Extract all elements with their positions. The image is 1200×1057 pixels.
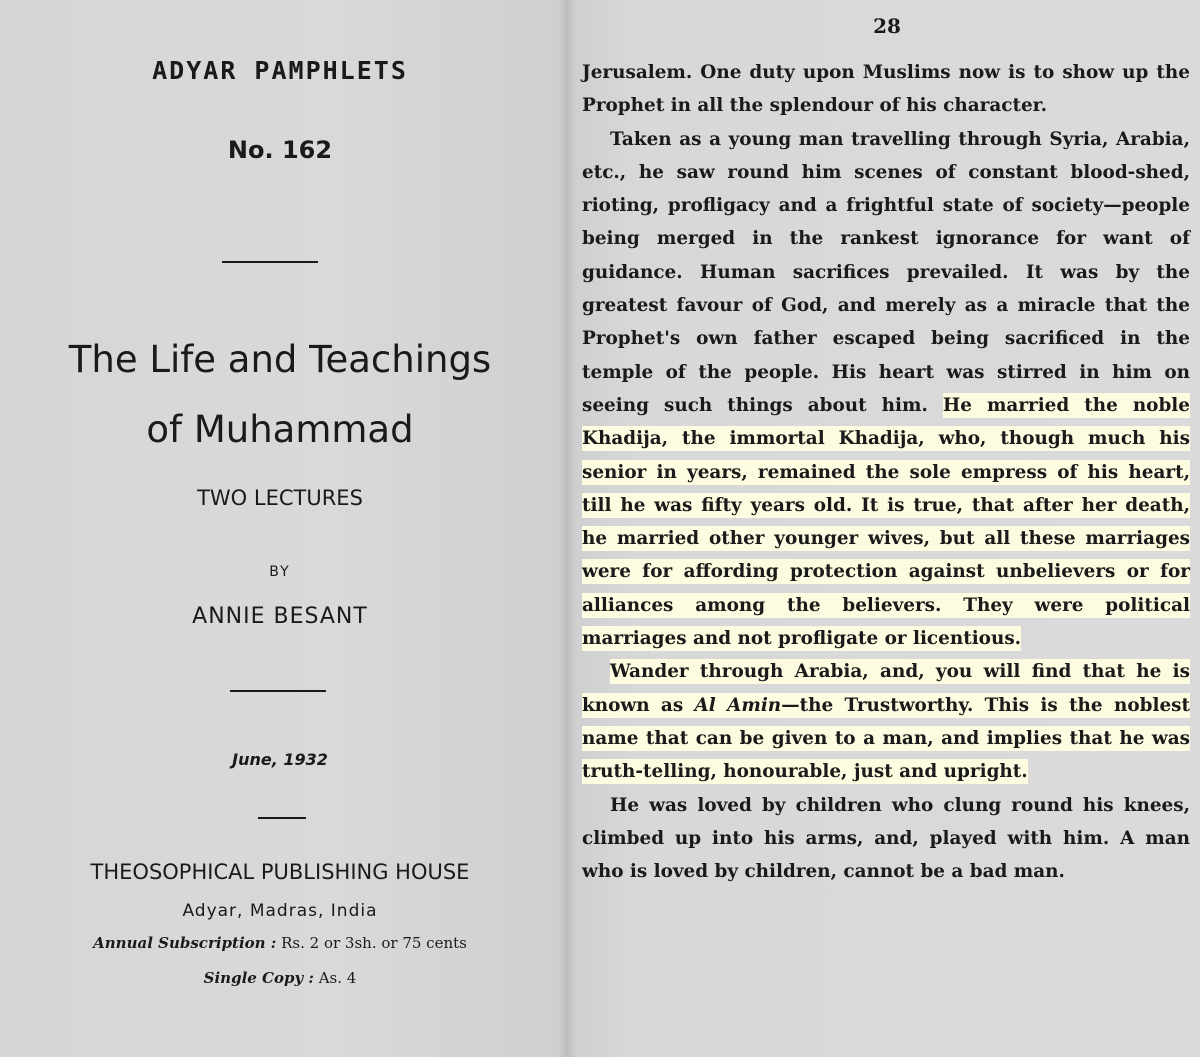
single-copy-value: As. 4 [318,969,357,987]
highlighted-passage: He married the noble Khadija, the immortal Khadija, who, though much his senior in years, remained the sole empress of his heart, till he was fifty years old. It is true, that after her death, he married other younger wives, but all these marriages were for affording protection against unbelievers or for alliances among the believers. They were political marriages and not profligate or licentious. [582,394,1190,650]
byline: BY [269,564,291,580]
series-title: ADYAR PAMPHLETS [152,56,408,85]
page-number: 28 [873,14,901,38]
divider-rule [222,261,318,263]
title-page [0,0,560,1057]
single-copy-info [0,969,560,987]
single-copy-label: Single Copy : [203,969,314,987]
subtitle: TWO LECTURES [197,486,363,510]
paragraph: Jerusalem. One duty upon Muslims now is to show up the Prophet in all the splendour of his character. [582,62,1190,117]
author-name: ANNIE BESANT [192,604,368,629]
book-title-line-1: The Life and Teachings [68,338,492,381]
book-gutter [560,0,574,1057]
divider-rule [230,690,326,692]
italic-term: Al Amin [694,694,782,716]
publisher-address: Adyar, Madras, India [182,901,378,921]
publication-date: June, 1932 [232,750,328,769]
publisher-name: THEOSOPHICAL PUBLISHING HOUSE [90,860,470,884]
paragraph [582,655,1190,788]
paragraph: He was loved by children who clung round his knees, climbed up into his arms, and, played with him. A man who is loved by children, cannot be a bad man. [582,794,1190,883]
subscription-info [0,934,560,952]
paragraph-text: Wander through Arabia, and, you will find that he is known as [582,661,1190,716]
subscription-label: Annual Subscription : [93,934,277,952]
paragraph-text: —the Trustworthy. This is the noblest name that can be given to a man, and implies that he was truth-telling, honourable, just and upright. [582,694,1190,783]
book-title-line-2: of Muhammad [146,408,414,451]
divider-rule [258,817,306,819]
paragraph-text: Taken as a young man travelling through Syria, Arabia, etc., he saw round him scenes of constant blood-shed, rioting, profligacy and a frightful state of society—people being merged in the rankest ignorance for want of guidance. Human sacrifices prevailed. It was by the greatest favour of God, and merely as a miracle that the Prophet's own father escaped being sacrificed in the temple of the people. His heart was stirred in him on seeing such things about him. [582,128,1190,416]
text-page [574,0,1200,1057]
pamphlet-number: No. 162 [227,136,333,164]
paragraph [582,123,1190,656]
subscription-value: Rs. 2 or 3sh. or 75 cents [281,934,467,952]
highlighted-passage [582,659,1190,784]
body-text [582,56,1190,888]
